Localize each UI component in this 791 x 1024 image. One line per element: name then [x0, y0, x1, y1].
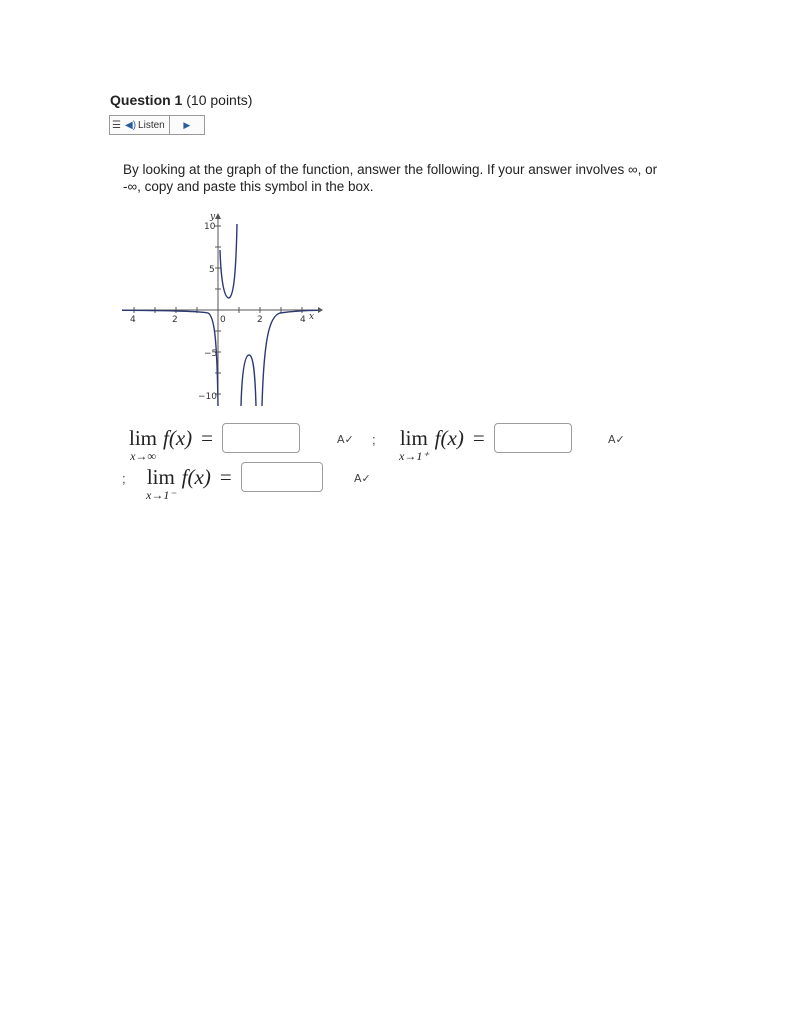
- speaker-icon: ◀): [125, 119, 137, 131]
- answer-input-limit-1-minus[interactable]: [241, 462, 323, 492]
- listen-label: Listen: [138, 119, 165, 131]
- question-header: [110, 92, 252, 108]
- spellcheck-icon[interactable]: A✓: [354, 472, 371, 485]
- lim-subscript: x→∞: [130, 449, 156, 463]
- y-axis-arrow: [215, 213, 221, 219]
- limit-x-to-1-plus: [399, 427, 572, 462]
- curve-lower-branch: [241, 355, 256, 406]
- lim-label: lim: [146, 465, 175, 489]
- curve-upper-branch: [220, 224, 237, 298]
- x-tick-label: 2: [172, 315, 178, 325]
- limit-x-to-1-minus: [146, 466, 323, 501]
- play-button[interactable]: [170, 116, 204, 134]
- lim-label: lim: [129, 426, 158, 450]
- x-tick-label: 4: [130, 315, 136, 325]
- listen-button[interactable]: [123, 116, 170, 134]
- spellcheck-icon[interactable]: A✓: [337, 433, 354, 446]
- question-prompt: By looking at the graph of the function, answer the following. If your answer involves ∞, or -∞, copy and paste this symbol in the box.: [123, 162, 658, 194]
- spellcheck-icon[interactable]: A✓: [608, 433, 625, 446]
- lim-subscript: x→1⁺: [399, 449, 429, 463]
- separator: ;: [122, 471, 126, 486]
- question-title: Question 1: [110, 92, 183, 108]
- function-graph: [118, 210, 328, 410]
- y-tick-label: −10: [198, 392, 217, 402]
- function-expression: f(x): [434, 426, 464, 450]
- function-expression: f(x): [163, 426, 193, 450]
- x-axis-arrow: [318, 307, 323, 313]
- play-icon: ▶: [183, 119, 191, 130]
- menu-icon[interactable]: ☰: [112, 119, 121, 131]
- separator: ;: [372, 432, 376, 447]
- y-tick-label: 5: [209, 265, 215, 275]
- equals-sign: =: [219, 465, 232, 489]
- lim-subscript: x→1⁻: [146, 488, 176, 502]
- x-axis-label: x: [309, 312, 315, 322]
- function-expression: f(x): [181, 465, 211, 489]
- x-tick-label: 4: [300, 315, 306, 325]
- equals-sign: =: [472, 426, 485, 450]
- y-tick-label: −5: [204, 349, 218, 359]
- limit-x-to-infinity: [129, 427, 300, 462]
- answer-input-limit-1-plus[interactable]: [494, 423, 572, 453]
- lim-label: lim: [399, 426, 428, 450]
- equals-sign: =: [201, 426, 214, 450]
- curve-right-branch: [262, 310, 318, 406]
- listen-toolbar: [109, 115, 205, 135]
- question-points: (10 points): [186, 92, 253, 108]
- x-tick-label: 0: [220, 315, 226, 325]
- y-tick-label: 10: [204, 222, 216, 232]
- x-tick-label: 2: [257, 315, 263, 325]
- answer-input-limit-infinity[interactable]: [222, 423, 300, 453]
- y-axis-label: y: [210, 212, 216, 222]
